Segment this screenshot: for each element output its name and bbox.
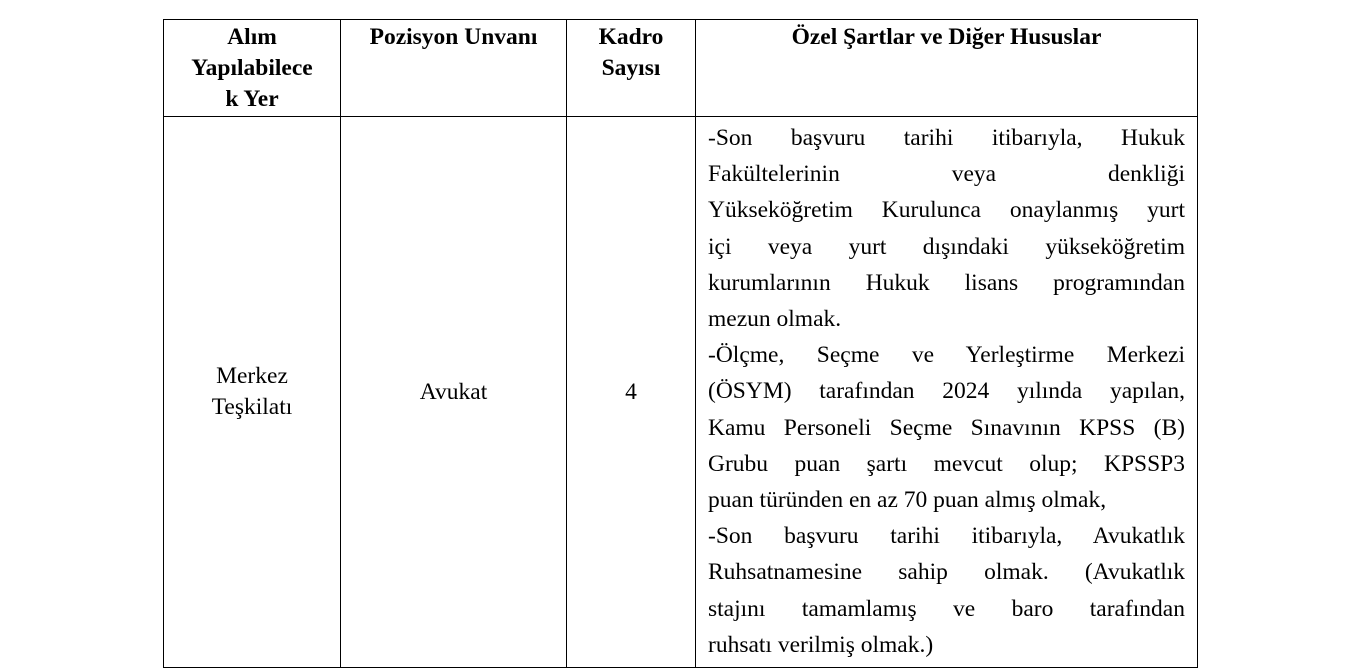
header-position	[341, 20, 567, 117]
table-body	[164, 117, 1198, 668]
header-location-line-3: k Yer	[225, 86, 279, 112]
requirements-line-10: Grubu puan şartı mevcut olup; KPSSP3	[708, 450, 1185, 477]
header-location	[164, 20, 341, 117]
table-header	[164, 20, 1198, 117]
requirements-line-4: içi veya yurt dışındaki yükseköğretim	[708, 233, 1185, 260]
count-text: 4	[625, 378, 637, 405]
header-count	[567, 20, 696, 117]
requirements-line-5: kurumlarının Hukuk lisans programından	[708, 269, 1185, 296]
cell-position	[341, 117, 567, 668]
requirements-line-6: mezun olmak.	[708, 306, 842, 333]
requirements-line-3: Yükseköğretim Kurulunca onaylanmış yurt	[708, 197, 1185, 224]
header-row	[164, 20, 1198, 117]
location-line-2: Teşkilatı	[211, 394, 293, 421]
header-count-line-2: Sayısı	[601, 55, 661, 81]
requirements-line-14: stajını tamamlamış ve baro tarafından	[708, 595, 1185, 622]
requirements-line-2: Fakültelerinin veya denkliği	[708, 161, 1185, 188]
requirements-line-13: Ruhsatnamesine sahip olmak. (Avukatlık	[708, 559, 1185, 586]
header-requirements	[696, 20, 1198, 117]
location-line-1: Merkez	[216, 363, 288, 390]
location-text	[212, 361, 293, 423]
position-text: Avukat	[419, 378, 488, 405]
header-location-line-1: Alım	[227, 24, 277, 50]
cell-count	[567, 117, 696, 668]
cell-requirements	[696, 117, 1198, 668]
requirements-line-12: -Son başvuru tarihi itibarıyla, Avukatlık	[708, 523, 1185, 550]
table-row	[164, 117, 1198, 668]
requirements-line-7: -Ölçme, Seçme ve Yerleştirme Merkezi	[708, 342, 1185, 369]
requirements-line-15: ruhsatı verilmiş olmak.)	[708, 631, 934, 658]
requirements-line-9: Kamu Personeli Seçme Sınavının KPSS (B)	[708, 414, 1185, 441]
requirements-table	[163, 19, 1198, 668]
requirements-line-8: (ÖSYM) tarafından 2024 yılında yapılan,	[708, 378, 1185, 405]
header-count-line-1: Kadro	[598, 24, 664, 50]
requirements-line-11: puan türünden en az 70 puan almış olmak,	[708, 487, 1107, 514]
header-requirements-text: Özel Şartlar ve Diğer Hususlar	[791, 24, 1102, 50]
header-location-line-2: Yapılabilece	[191, 55, 313, 81]
header-position-text: Pozisyon Unvanı	[369, 24, 538, 50]
cell-location	[164, 117, 341, 668]
requirements-line-1: -Son başvuru tarihi itibarıyla, Hukuk	[708, 125, 1185, 151]
